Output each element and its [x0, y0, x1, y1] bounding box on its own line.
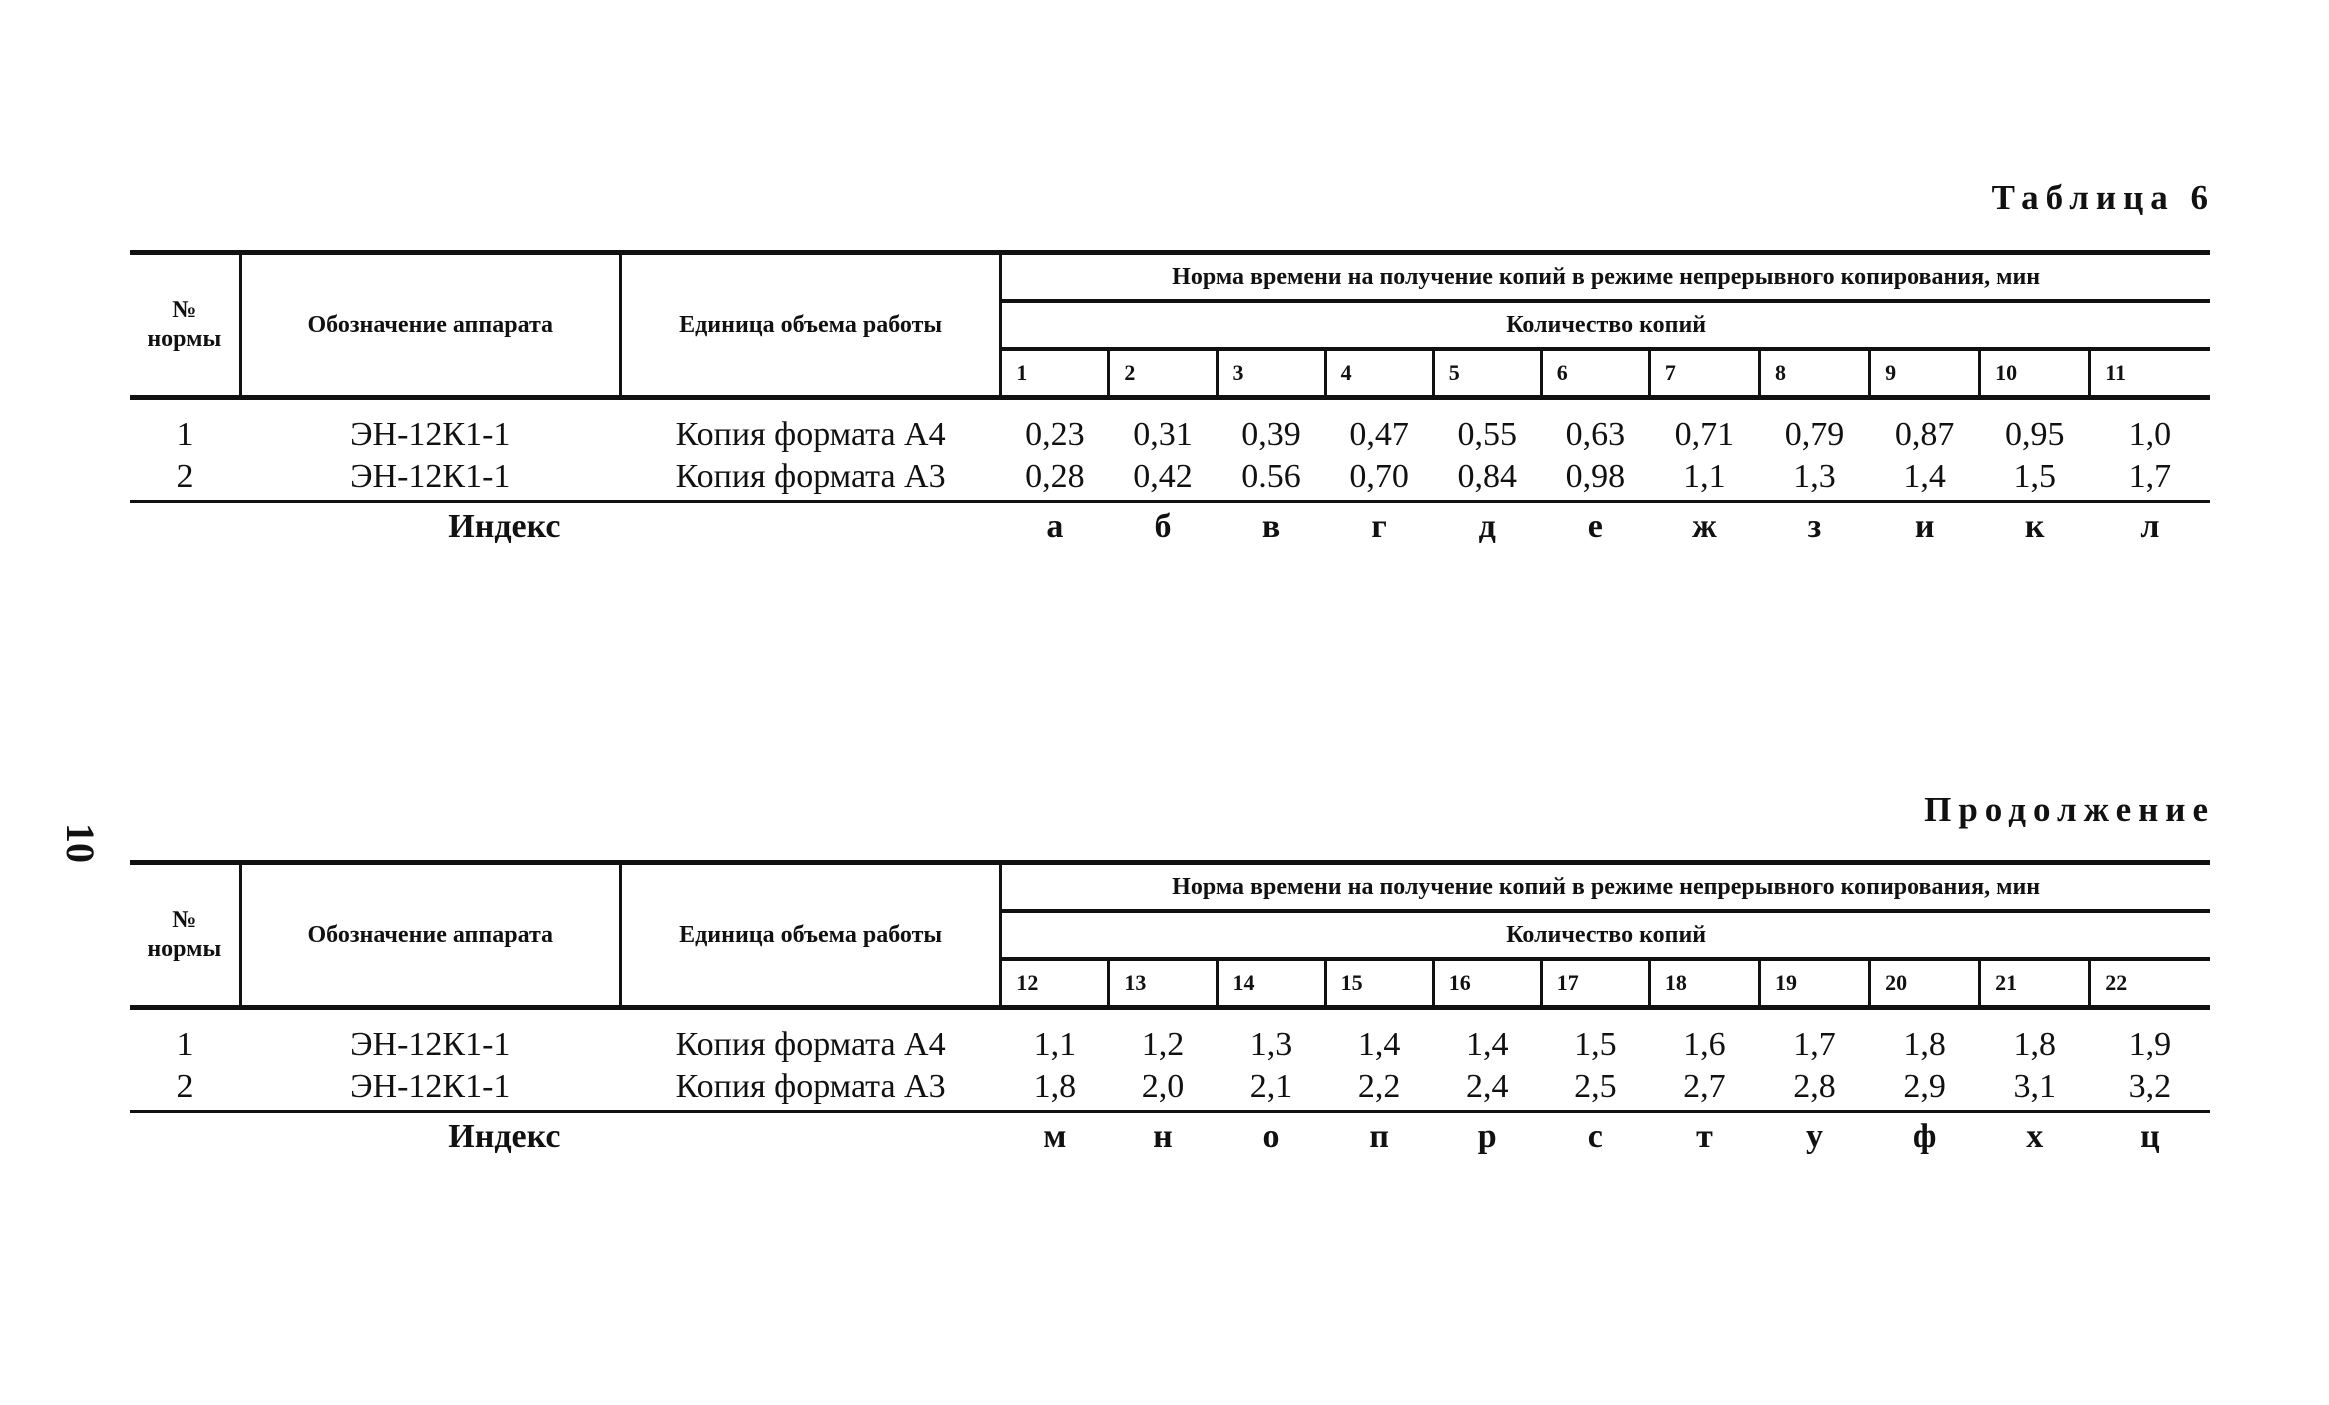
- index-letter-cell: р: [1477, 1118, 1497, 1155]
- time-value-cell: 0.56: [1217, 456, 1325, 502]
- norm-table-block: [130, 250, 2210, 551]
- index-letter-cell: т: [1696, 1118, 1713, 1155]
- index-row: [130, 502, 2210, 552]
- index-label: Индекс: [448, 508, 561, 545]
- copies-column-number: 7: [1649, 349, 1759, 398]
- copies-column-number: 19: [1759, 959, 1869, 1008]
- time-value-cell: 1,7: [2090, 456, 2210, 502]
- unit-cell: Копия формата А3: [620, 456, 1000, 502]
- time-value-cell: 0,42: [1109, 456, 1217, 502]
- time-value-cell: 0,39: [1241, 416, 1301, 453]
- unit-cell: Копия формата А4: [675, 1026, 946, 1063]
- time-value-cell: 2,2: [1325, 1066, 1433, 1112]
- time-value-cell: 1,1: [1649, 456, 1759, 502]
- table-row: [130, 1066, 2210, 1112]
- time-value-cell: 0,23: [1025, 416, 1085, 453]
- time-value-cell: 2,0: [1109, 1066, 1217, 1112]
- device-cell: ЭН-12К1-1: [350, 416, 511, 453]
- index-letter-cell: ф: [1912, 1118, 1937, 1155]
- norm-table: [130, 250, 2210, 551]
- time-value-cell: 0,79: [1784, 416, 1845, 453]
- time-value-cell: 1,5: [1980, 456, 2090, 502]
- index-letter-cell: с: [1587, 1118, 1603, 1155]
- time-value-cell: 2,8: [1759, 1066, 1869, 1112]
- time-value-cell: 0,98: [1541, 456, 1649, 502]
- copies-column-number: 11: [2090, 349, 2210, 398]
- time-norm-header: Норма времени на получение копий в режиме непрерывного копирования, мин: [1001, 253, 2210, 302]
- time-value-cell: 1,8: [1903, 1026, 1946, 1063]
- index-spacer: [620, 1112, 1000, 1162]
- time-value-cell: 0,31: [1133, 416, 1193, 453]
- index-letter-cell: з: [1807, 508, 1822, 545]
- time-value-cell: 2,4: [1433, 1066, 1541, 1112]
- norm-number-cell: 2: [130, 456, 240, 502]
- device-cell: ЭН-12К1-1: [240, 1066, 620, 1112]
- index-letter-cell: у: [1806, 1118, 1824, 1155]
- norm-number-cell: 1: [176, 1026, 194, 1063]
- copies-column-number: 10: [1980, 349, 2090, 398]
- time-value-cell: 1,6: [1683, 1026, 1726, 1063]
- time-value-cell: 2,9: [1870, 1066, 1980, 1112]
- unit-cell: Копия формата А3: [620, 1066, 1000, 1112]
- norm-number-header: № нормы: [130, 863, 240, 1008]
- index-letter-cell: п: [1369, 1118, 1389, 1155]
- time-value-cell: 1,9: [2128, 1026, 2172, 1063]
- time-value-cell: 0,28: [1001, 456, 1109, 502]
- time-value-cell: 0,70: [1325, 456, 1433, 502]
- time-value-cell: 1,8: [2013, 1026, 2056, 1063]
- norm-table-block: [130, 860, 2210, 1161]
- time-value-cell: 2,7: [1649, 1066, 1759, 1112]
- copies-column-number: 18: [1649, 959, 1759, 1008]
- index-letter-cell: о: [1262, 1118, 1280, 1155]
- time-value-cell: 1,8: [1001, 1066, 1109, 1112]
- index-letter-cell: х: [2026, 1118, 2044, 1155]
- index-letter-cell: к: [2024, 508, 2045, 545]
- index-letter-cell: д: [1478, 508, 1496, 545]
- copies-column-number: 15: [1325, 959, 1433, 1008]
- time-value-cell: 3,1: [1980, 1066, 2090, 1112]
- table-row: [130, 398, 2210, 457]
- copies-column-number: 2: [1109, 349, 1217, 398]
- index-letter-cell: б: [1154, 508, 1172, 545]
- copies-column-number: 16: [1433, 959, 1541, 1008]
- index-label: Индекс: [448, 1118, 561, 1155]
- copies-column-number: 22: [2090, 959, 2210, 1008]
- index-letter-cell: л: [2140, 508, 2160, 545]
- table-row: [130, 1008, 2210, 1067]
- copies-column-number: 4: [1325, 349, 1433, 398]
- time-value-cell: 0,47: [1349, 416, 1409, 453]
- index-letter-cell: г: [1371, 508, 1387, 545]
- table-caption: Таблица 6: [1991, 178, 2215, 217]
- time-value-cell: 1,4: [1465, 1026, 1509, 1063]
- norm-number-cell: 2: [130, 1066, 240, 1112]
- time-value-cell: 1,7: [1793, 1026, 1836, 1063]
- index-letter-cell: ц: [2140, 1118, 2160, 1155]
- index-letter-cell: н: [1153, 1118, 1173, 1155]
- device-cell: ЭН-12К1-1: [350, 1026, 511, 1063]
- time-value-cell: 1,4: [1357, 1026, 1401, 1063]
- time-value-cell: 2,5: [1541, 1066, 1649, 1112]
- time-value-cell: 1,2: [1141, 1026, 1185, 1063]
- norm-table: [130, 860, 2210, 1161]
- copies-column-number: 14: [1217, 959, 1325, 1008]
- copies-column-number: 3: [1217, 349, 1325, 398]
- time-value-cell: 0,87: [1894, 416, 1955, 453]
- table-caption: Продолжение: [1924, 790, 2215, 829]
- copies-column-number: 12: [1001, 959, 1109, 1008]
- copies-column-number: 17: [1541, 959, 1649, 1008]
- device-header: Обозначение аппарата: [240, 863, 620, 1008]
- device-cell: ЭН-12К1-1: [240, 456, 620, 502]
- time-value-cell: 1,4: [1870, 456, 1980, 502]
- time-value-cell: 0,95: [2004, 416, 2065, 453]
- unit-cell: Копия формата А4: [675, 416, 946, 453]
- copies-column-number: 9: [1870, 349, 1980, 398]
- time-value-cell: 2,1: [1217, 1066, 1325, 1112]
- index-row: [130, 1112, 2210, 1162]
- copies-column-number: 21: [1980, 959, 2090, 1008]
- copies-column-number: 6: [1541, 349, 1649, 398]
- norm-number-header: № нормы: [130, 253, 240, 398]
- time-value-cell: 1,3: [1759, 456, 1869, 502]
- time-value-cell: 1,5: [1574, 1026, 1617, 1063]
- index-letter-cell: в: [1261, 508, 1281, 545]
- table-row: [130, 456, 2210, 502]
- time-value-cell: 0,63: [1565, 416, 1626, 453]
- unit-header: Единица объема работы: [620, 253, 1000, 398]
- copies-column-number: 5: [1433, 349, 1541, 398]
- device-header: Обозначение аппарата: [240, 253, 620, 398]
- norm-number-cell: 1: [176, 416, 194, 453]
- copies-count-header: Количество копий: [1001, 911, 2210, 959]
- copies-column-number: 8: [1759, 349, 1869, 398]
- copies-column-number: 13: [1109, 959, 1217, 1008]
- time-value-cell: 0,55: [1457, 416, 1517, 453]
- copies-count-header: Количество копий: [1001, 301, 2210, 349]
- copies-column-number: 1: [1001, 349, 1109, 398]
- time-value-cell: 1,0: [2128, 416, 2172, 453]
- time-value-cell: 1,1: [1033, 1026, 1077, 1063]
- time-value-cell: 1,3: [1249, 1026, 1293, 1063]
- time-value-cell: 0,71: [1674, 416, 1735, 453]
- time-value-cell: 0,84: [1433, 456, 1541, 502]
- index-spacer: [620, 502, 1000, 552]
- page-number: 10: [58, 823, 103, 863]
- time-value-cell: 3,2: [2090, 1066, 2210, 1112]
- unit-header: Единица объема работы: [620, 863, 1000, 1008]
- index-letter-cell: м: [1043, 1118, 1067, 1155]
- copies-column-number: 20: [1870, 959, 1980, 1008]
- index-letter-cell: и: [1914, 508, 1935, 545]
- index-letter-cell: ж: [1692, 508, 1717, 545]
- time-norm-header: Норма времени на получение копий в режиме непрерывного копирования, мин: [1001, 863, 2210, 912]
- index-letter-cell: е: [1587, 508, 1603, 545]
- index-letter-cell: а: [1046, 508, 1064, 545]
